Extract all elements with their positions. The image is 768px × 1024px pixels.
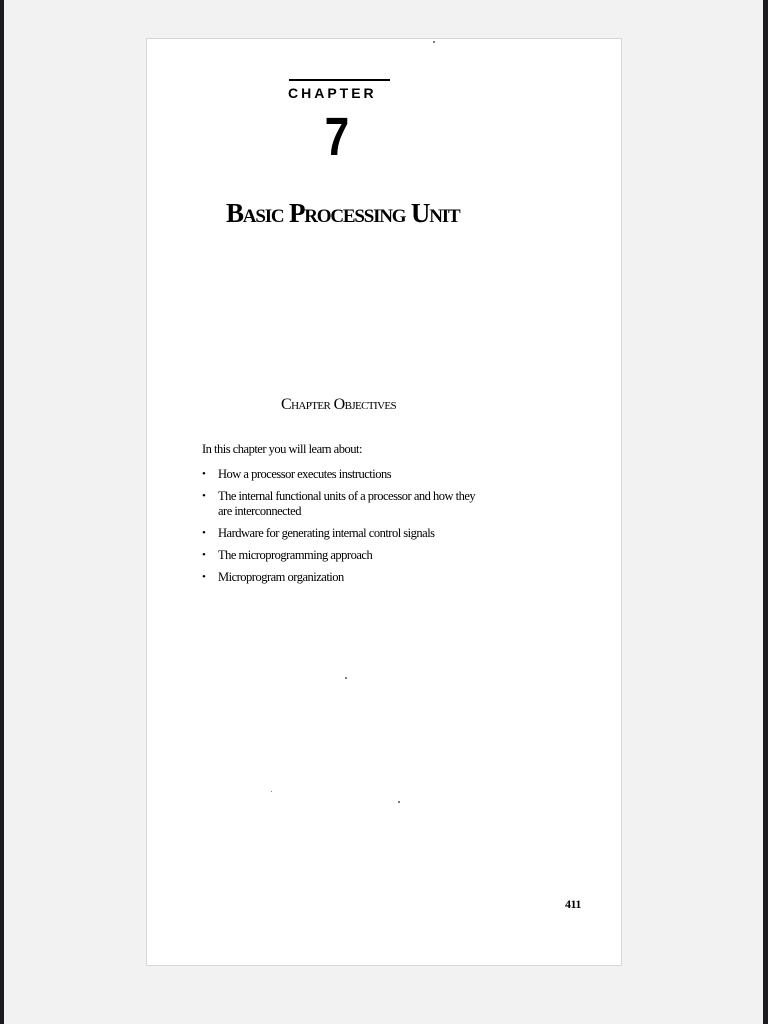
right-window-edge — [763, 0, 768, 1024]
bullet-icon: • — [202, 571, 206, 583]
objective-text: The internal functional units of a processor and how they are interconnected — [218, 489, 476, 518]
bullet-icon: • — [202, 527, 206, 539]
chapter-number: 7 — [324, 107, 350, 167]
objective-item — [202, 548, 482, 563]
scan-speck — [433, 41, 435, 43]
chapter-title: Basic Processing Unit — [226, 198, 460, 228]
objective-text: Hardware for generating internal control signals — [218, 526, 435, 540]
chapter-rule — [289, 79, 390, 81]
objective-text: How a processor executes instructions — [218, 467, 392, 481]
objectives-heading: Chapter Objectives — [281, 396, 397, 413]
objective-item — [202, 467, 482, 482]
left-window-edge — [0, 0, 4, 1024]
objectives-list — [202, 467, 482, 592]
bullet-icon: • — [202, 490, 206, 502]
bullet-icon: • — [202, 468, 206, 480]
objective-text: The microprogramming approach — [218, 548, 373, 562]
objectives-intro: In this chapter you will learn about: — [202, 442, 362, 456]
scan-speck — [398, 801, 400, 803]
objective-item — [202, 570, 482, 585]
objective-item — [202, 489, 482, 519]
page-number: 411 — [565, 897, 581, 911]
scan-speck — [271, 791, 272, 792]
objective-item — [202, 526, 482, 541]
bullet-icon: • — [202, 549, 206, 561]
chapter-label: CHAPTER — [288, 85, 377, 101]
document-page — [146, 38, 622, 966]
objective-text: Microprogram organization — [218, 570, 344, 584]
scan-speck — [345, 677, 347, 679]
